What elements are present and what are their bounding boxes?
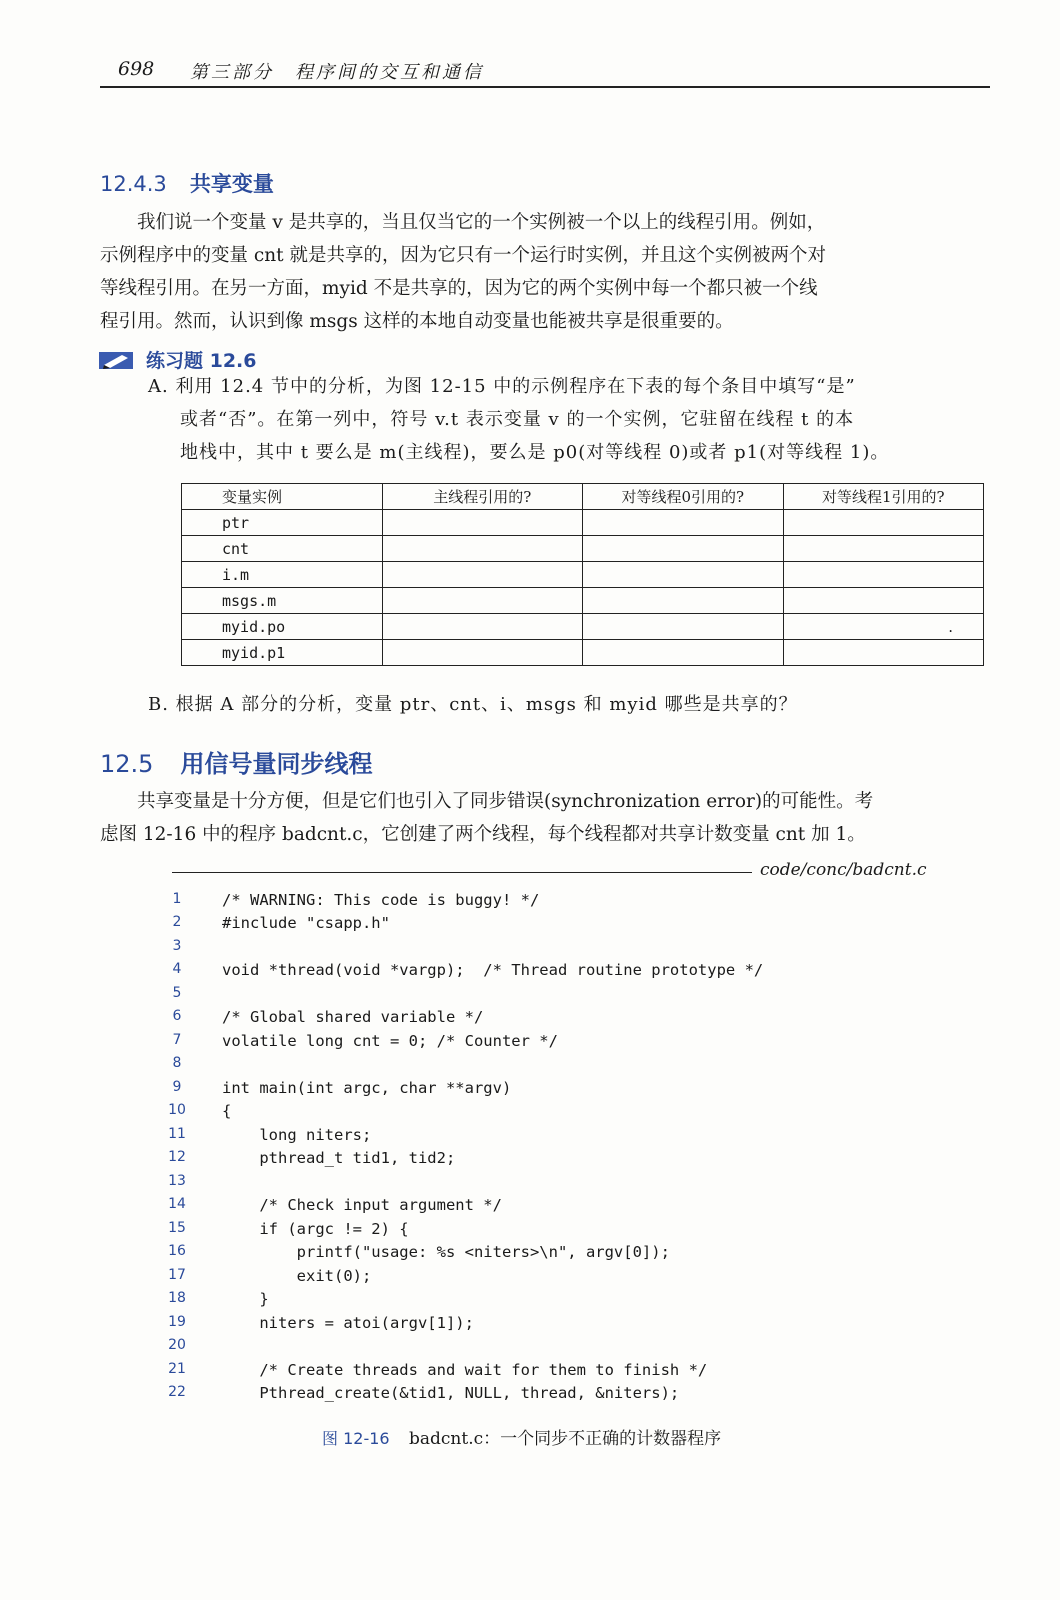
table-header: 主线程引用的? (382, 484, 583, 510)
answer-cell[interactable] (382, 510, 583, 536)
line-number: 1 (172, 891, 182, 907)
line-number: 2 (172, 914, 182, 930)
table-header-row (182, 484, 984, 510)
answer-cell[interactable] (583, 510, 784, 536)
exercise-part-a (148, 370, 988, 469)
variable-cell: msgs.m (182, 588, 383, 614)
line-number: 4 (172, 961, 182, 977)
line-number: 19 (168, 1314, 186, 1330)
code-text: /* Create threads and wait for them to finish */ (222, 1361, 708, 1379)
answer-cell[interactable] (382, 536, 583, 562)
line-number: 18 (168, 1290, 186, 1306)
line-number: 15 (168, 1220, 186, 1236)
line-number: 7 (172, 1032, 182, 1048)
paragraph-line: 等线程引用。在另一方面，myid 不是共享的，因为它的两个实例中每一个都只被一个线 (100, 278, 818, 299)
line-number: 9 (172, 1079, 182, 1095)
code-text: /* Check input argument */ (222, 1196, 502, 1214)
code-text: long niters; (222, 1126, 372, 1144)
paragraph-line: 虑图 12-16 中的程序 badcnt.c，它创建了两个线程，每个线程都对共享计数变量 cnt 加 1。 (100, 824, 866, 845)
code-text: int main(int argc, char **argv) (222, 1079, 512, 1097)
answer-cell[interactable] (583, 536, 784, 562)
line-number: 16 (168, 1243, 186, 1259)
line-number: 10 (168, 1102, 186, 1118)
line-number: 8 (172, 1055, 182, 1071)
paragraph-line: 程引用。然而，认识到像 msgs 这样的本地自动变量也能被共享是很重要的。 (100, 311, 734, 332)
variable-instance-table (181, 483, 984, 666)
line-number: 14 (168, 1196, 186, 1212)
line-number: 17 (168, 1267, 186, 1283)
table-row (182, 640, 984, 666)
exercise-pencil-icon (98, 349, 134, 371)
section-title: 用信号量同步线程 (180, 750, 373, 778)
section-heading-12-5 (100, 744, 373, 779)
code-text: pthread_t tid1, tid2; (222, 1149, 456, 1167)
variable-cell: cnt (182, 536, 383, 562)
code-text: niters = atoi(argv[1]); (222, 1314, 474, 1332)
answer-cell[interactable] (382, 614, 583, 640)
line-number: 22 (168, 1384, 186, 1400)
table-row (182, 536, 984, 562)
answer-cell[interactable] (583, 640, 784, 666)
answer-cell[interactable] (382, 588, 583, 614)
answer-cell[interactable] (583, 562, 784, 588)
answer-cell[interactable]: . (783, 614, 984, 640)
answer-cell[interactable] (783, 562, 984, 588)
table-header: 对等线程0引用的? (583, 484, 784, 510)
line-number: 21 (168, 1361, 186, 1377)
code-text: } (222, 1290, 269, 1308)
code-text: /* WARNING: This code is buggy! */ (222, 891, 540, 909)
line-number: 12 (168, 1149, 186, 1165)
answer-cell[interactable] (783, 640, 984, 666)
answer-cell[interactable] (583, 614, 784, 640)
code-listing-rule (172, 872, 752, 873)
table-row (182, 510, 984, 536)
answer-cell[interactable] (783, 588, 984, 614)
section-heading-12-4-3 (100, 168, 274, 198)
semaphore-intro-paragraph (100, 785, 988, 851)
running-header-title: 第三部分 程序间的交互和通信 (190, 62, 484, 83)
line-number: 11 (168, 1126, 186, 1142)
line-number: 6 (172, 1008, 182, 1024)
answer-cell[interactable] (783, 536, 984, 562)
code-text: { (222, 1102, 232, 1120)
section-number: 12.4.3 (100, 172, 167, 196)
table-header: 变量实例 (182, 484, 383, 510)
variable-cell: ptr (182, 510, 383, 536)
table-row (182, 562, 984, 588)
exercise-title: 练习题 12.6 (146, 350, 257, 372)
table-row (182, 588, 984, 614)
part-a-line: 或者“否”。在第一列中，符号 v.t 表示变量 v 的一个实例，它驻留在线程 t 的本 (180, 409, 855, 430)
line-number: 3 (172, 938, 182, 954)
figure-number: 图 12-16 (322, 1429, 390, 1448)
figure-caption-text: badcnt.c：一个同步不正确的计数器程序 (409, 1429, 722, 1449)
code-text: /* Global shared variable */ (222, 1008, 484, 1026)
answer-cell[interactable] (583, 588, 784, 614)
table-row (182, 614, 984, 640)
part-a-line: A. 利用 12.4 节中的分析，为图 12-15 中的示例程序在下表的每个条目中填写“是” (148, 376, 856, 397)
variable-cell: myid.po (182, 614, 383, 640)
section-title: 共享变量 (189, 172, 274, 196)
answer-cell[interactable] (783, 510, 984, 536)
code-text: #include "csapp.h" (222, 914, 390, 932)
answer-cell[interactable] (382, 562, 583, 588)
code-text: volatile long cnt = 0; /* Counter */ (222, 1032, 558, 1050)
exercise-part-b: B. 根据 A 部分的分析，变量 ptr、cnt、i、msgs 和 myid 哪些是共享的？ (148, 694, 798, 715)
code-file-path: code/conc/badcnt.c (760, 860, 927, 880)
code-text: if (argc != 2) { (222, 1220, 409, 1238)
code-text: Pthread_create(&tid1, NULL, thread, &niters); (222, 1384, 680, 1402)
header-rule (100, 86, 990, 88)
figure-caption (322, 1424, 721, 1449)
paragraph-line: 示例程序中的变量 cnt 就是共享的，因为它只有一个运行时实例，并且这个实例被两个对 (100, 245, 826, 266)
section-number: 12.5 (100, 750, 154, 778)
part-a-line: 地栈中，其中 t 要么是 m(主线程)，要么是 p0(对等线程 0)或者 p1(对等线程 1)。 (180, 442, 890, 463)
page-number: 698 (118, 58, 155, 80)
line-number: 20 (168, 1337, 186, 1353)
table-header: 对等线程1引用的? (783, 484, 984, 510)
line-number: 13 (168, 1173, 186, 1189)
answer-cell[interactable] (382, 640, 583, 666)
code-text: printf("usage: %s <niters>\n", argv[0]); (222, 1243, 670, 1261)
variable-cell: myid.p1 (182, 640, 383, 666)
variable-cell: i.m (182, 562, 383, 588)
shared-variables-paragraph (100, 206, 988, 338)
code-text: exit(0); (222, 1267, 372, 1285)
line-number: 5 (172, 985, 182, 1001)
code-text: void *thread(void *vargp); /* Thread routine prototype */ (222, 961, 764, 979)
paragraph-line: 共享变量是十分方便，但是它们也引入了同步错误(synchronization error)的可能性。考 (100, 791, 874, 812)
paragraph-line: 我们说一个变量 v 是共享的，当且仅当它的一个实例被一个以上的线程引用。例如， (100, 212, 826, 233)
